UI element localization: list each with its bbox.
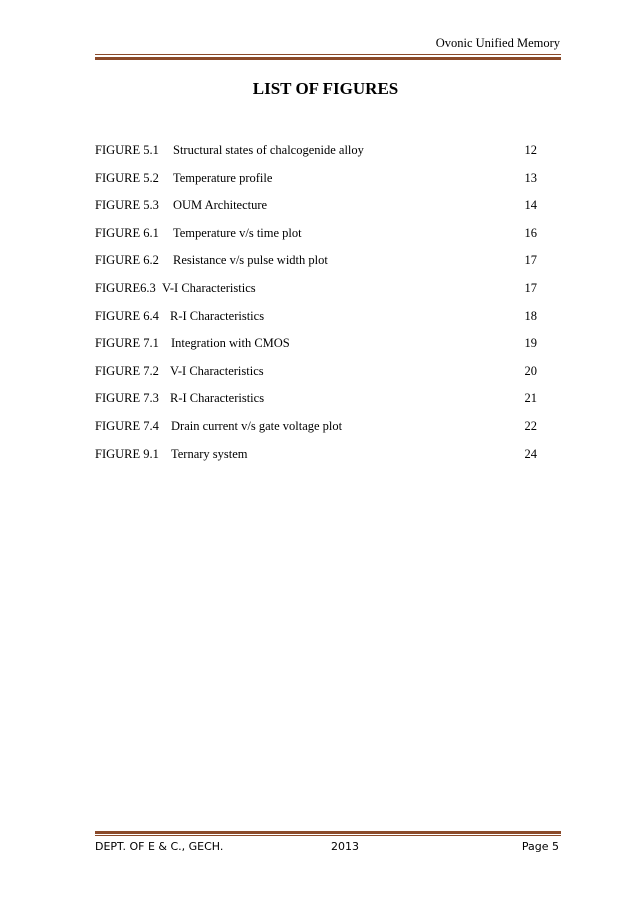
figure-caption: Structural states of chalcogenide alloy (173, 143, 364, 157)
figure-caption: Ternary system (171, 446, 248, 461)
page-number: 24 (524, 446, 537, 461)
list-item (95, 391, 537, 419)
page-number: 20 (524, 363, 537, 378)
footer-department: DEPT. OF E & C., GECH. (95, 840, 224, 853)
page-number: 21 (524, 391, 537, 406)
footer-year: 2013 (331, 840, 359, 853)
list-item (95, 336, 537, 364)
figure-caption: V-I Characteristics (170, 363, 264, 378)
page-title: LIST OF FIGURES (252, 79, 399, 98)
list-item (95, 253, 537, 281)
figure-caption: Drain current v/s gate voltage plot (171, 418, 343, 433)
figure-number: FIGURE 6.2 (95, 253, 159, 268)
figure-caption: Temperature v/s time plot (173, 225, 302, 240)
page-number: 17 (524, 253, 537, 268)
list-item (95, 143, 537, 171)
page-number: 19 (524, 336, 537, 351)
page-number: 14 (524, 198, 537, 213)
header-rule (95, 54, 561, 60)
list-item (95, 171, 537, 199)
list-item (95, 281, 537, 309)
list-item (95, 309, 537, 337)
figure-number: FIGURE 6.1 (95, 225, 159, 240)
figure-number: FIGURE6.3 (95, 280, 156, 295)
figure-list (95, 143, 537, 474)
figure-caption: V-I Characteristics (162, 280, 256, 295)
list-item (95, 226, 537, 254)
page-number: 16 (524, 225, 537, 240)
list-item (95, 364, 537, 392)
figure-number: FIGURE 5.2 (95, 170, 159, 185)
figure-caption: Integration with CMOS (171, 336, 290, 351)
figure-number: FIGURE 5.1 (95, 143, 159, 157)
figure-number: FIGURE 5.3 (95, 198, 159, 213)
page-number: 17 (524, 280, 537, 295)
figure-number: FIGURE 7.1 (95, 336, 159, 351)
list-item (95, 419, 537, 447)
page-number: 18 (524, 308, 537, 323)
figure-number: FIGURE 9.1 (95, 446, 159, 461)
figure-caption: Resistance v/s pulse width plot (173, 253, 328, 268)
running-header: Ovonic Unified Memory (435, 36, 560, 50)
list-item (95, 447, 537, 475)
page-number: 12 (524, 143, 537, 157)
figure-caption: R-I Characteristics (170, 308, 265, 323)
figure-number: FIGURE 7.2 (95, 363, 159, 378)
footer-rule (95, 831, 561, 836)
figure-caption: R-I Characteristics (170, 391, 265, 406)
list-item (95, 198, 537, 226)
figure-number: FIGURE 7.3 (95, 391, 159, 406)
figure-caption: OUM Architecture (173, 198, 268, 213)
figure-caption: Temperature profile (173, 170, 273, 185)
footer-page-number: Page 5 (521, 840, 559, 853)
page-number: 22 (524, 418, 537, 433)
figure-number: FIGURE 7.4 (95, 418, 159, 433)
page-number: 13 (524, 170, 537, 185)
figure-number: FIGURE 6.4 (95, 308, 159, 323)
